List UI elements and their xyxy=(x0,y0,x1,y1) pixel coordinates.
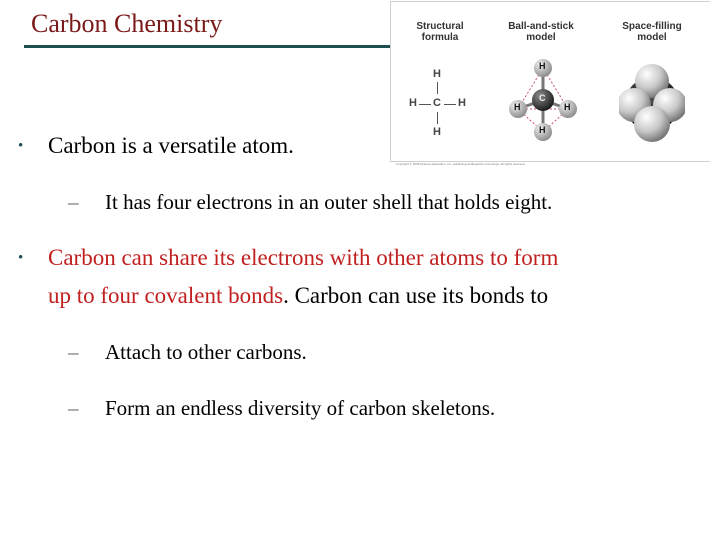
ball-h-label: H xyxy=(564,102,571,112)
dash-marker: – xyxy=(68,340,79,364)
ball-and-stick-heading: Ball-and-stick model xyxy=(508,21,574,43)
figure-credit: Copyright © 2005 Pearson Education, Inc. publishing as Benjamin Cummings. All rights reserved. xyxy=(396,162,526,166)
bullet-marker: • xyxy=(18,250,24,266)
ball-h-label: H xyxy=(514,102,521,112)
bullet-2-plain-text: . Carbon can use its bonds to xyxy=(283,283,549,308)
bullet-1-text: Carbon is a versatile atom. xyxy=(48,133,294,158)
hydrogen-bottom-label: H xyxy=(433,126,441,138)
carbon-label: C xyxy=(433,97,441,109)
dash-marker: – xyxy=(68,396,79,420)
hydrogen-right-label: H xyxy=(458,97,466,109)
hydrogen-top-label: H xyxy=(433,68,441,80)
ball-h-label: H xyxy=(539,61,546,71)
sub-bullet-2-text: Attach to other carbons. xyxy=(105,340,307,364)
bond-line xyxy=(437,82,438,94)
bullet-marker: • xyxy=(18,138,24,154)
bullet-2-line-1: Carbon can share its electrons with other atoms to form xyxy=(48,245,559,270)
bond-line xyxy=(437,112,438,124)
sub-bullet-3-text: Form an endless diversity of carbon skeletons. xyxy=(105,396,496,420)
methane-models-figure xyxy=(390,1,710,166)
space-filling-model xyxy=(619,62,685,144)
bullet-2-line-2 xyxy=(48,281,548,311)
structural-formula xyxy=(409,60,473,140)
title-underline xyxy=(24,45,390,48)
structural-formula-heading: Structural formula xyxy=(416,21,464,43)
dash-marker: – xyxy=(68,190,79,214)
sub-bullet-1-text: It has four electrons in an outer shell that holds eight. xyxy=(105,190,553,214)
bond-line xyxy=(419,104,431,105)
bond-line xyxy=(444,104,456,105)
hydrogen-left-label: H xyxy=(409,97,417,109)
ball-h-label: H xyxy=(539,125,546,135)
ball-c-label: C xyxy=(539,93,546,103)
space-filling-heading: Space-filling model xyxy=(622,21,682,43)
bullet-2-red-text: up to four covalent bonds xyxy=(48,283,284,308)
slide-title: Carbon Chemistry xyxy=(31,9,223,38)
